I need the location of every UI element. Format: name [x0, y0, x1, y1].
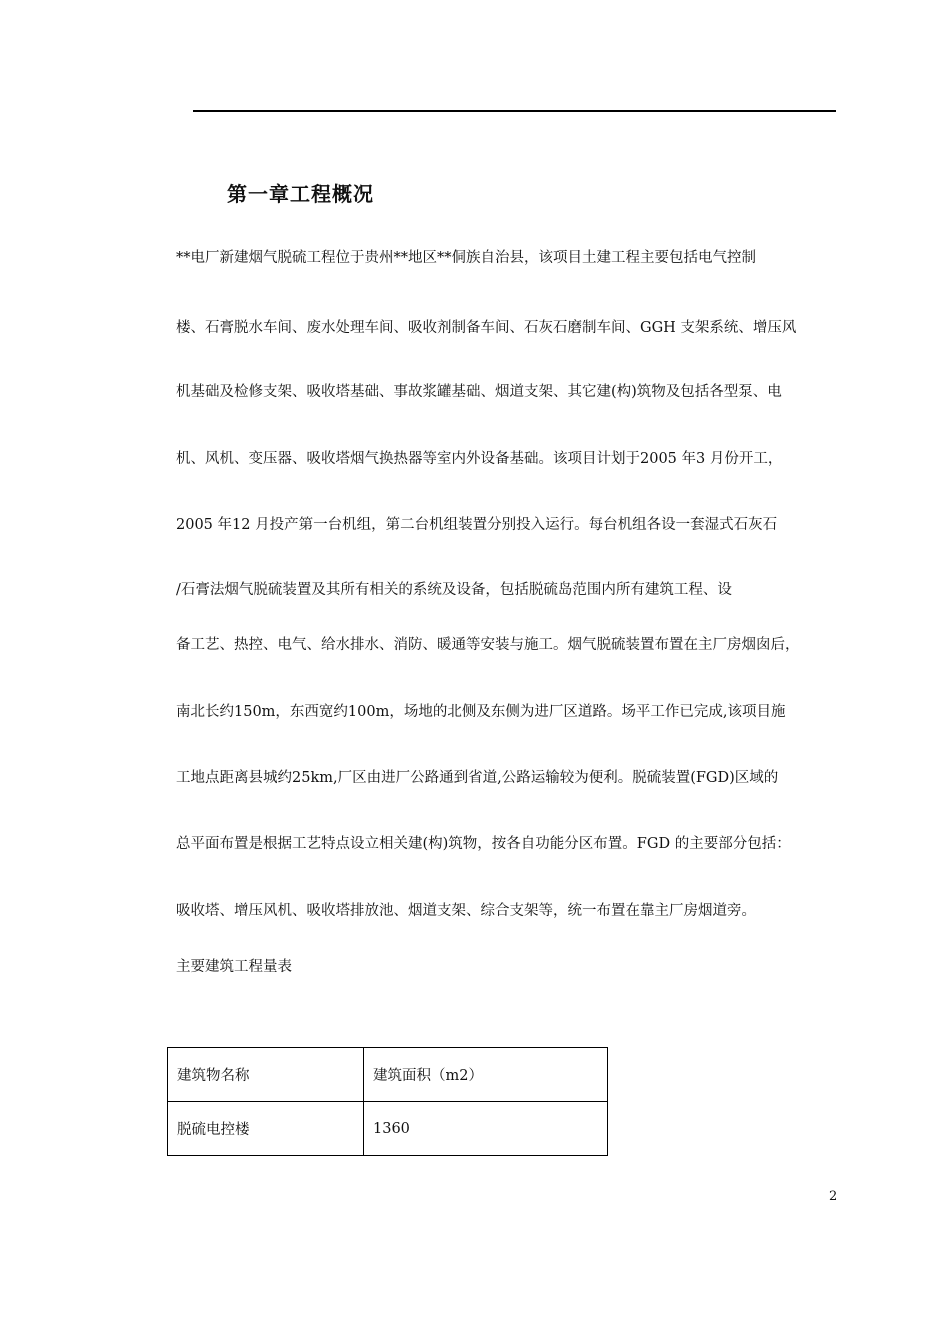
paragraph-line: /石膏法烟气脱硫装置及其所有相关的系统及设备，包括脱硫岛范围内所有建筑工程、设	[176, 582, 732, 598]
paragraph-line: **电厂新建烟气脱硫工程位于贵州**地区**侗族自治县，该项目土建工程主要包括电气控制	[176, 250, 756, 266]
table-row	[168, 1102, 608, 1156]
table-cell-building-name: 脱硫电控楼	[168, 1102, 364, 1156]
table-caption: 主要建筑工程量表	[176, 959, 292, 975]
paragraph-line: 备工艺、热控、电气、给水排水、消防、暖通等安装与施工。烟气脱硫装置布置在主厂房烟囱后，	[176, 637, 800, 653]
table-header-row	[168, 1048, 608, 1102]
paragraph-line: 总平面布置是根据工艺特点设立相关建(构)筑物，按各自功能分区布置。FGD 的主要部分包括：	[176, 836, 791, 852]
header-cell-building-name: 建筑物名称	[168, 1048, 364, 1102]
paragraph-line: 机、风机、变压器、吸收塔烟气换热器等室内外设备基础。该项目计划于2005 年3 月份开工，	[176, 451, 783, 467]
table-cell-floor-area: 1360	[364, 1102, 608, 1156]
header-cell-floor-area: 建筑面积（m2）	[364, 1048, 608, 1102]
paragraph-line: 楼、石膏脱水车间、废水处理车间、吸收剂制备车间、石灰石磨制车间、GGH 支架系统、增压风	[176, 320, 797, 336]
paragraph-line: 机基础及检修支架、吸收塔基础、事故浆罐基础、烟道支架、其它建(构)筑物及包括各型泵、电	[176, 384, 782, 400]
header-rule	[193, 110, 836, 112]
chapter-title: 第一章工程概况	[227, 182, 374, 206]
paragraph-line: 2005 年12 月投产第一台机组，第二台机组装置分别投入运行。每台机组各设一套湿式石灰石	[176, 517, 778, 533]
paragraph-line: 吸收塔、增压风机、吸收塔排放池、烟道支架、综合支架等，统一布置在靠主厂房烟道旁。	[176, 903, 756, 919]
page-number: 2	[829, 1189, 838, 1204]
paragraph-line: 南北长约150m，东西宽约100m，场地的北侧及东侧为进厂区道路。场平工作已完成,该项目施	[176, 704, 786, 720]
paragraph-line: 工地点距离县城约25km,厂区由进厂公路通到省道,公路运输较为便利。脱硫装置(FGD)区域的	[176, 770, 779, 786]
building-quantities-table	[167, 1047, 608, 1156]
